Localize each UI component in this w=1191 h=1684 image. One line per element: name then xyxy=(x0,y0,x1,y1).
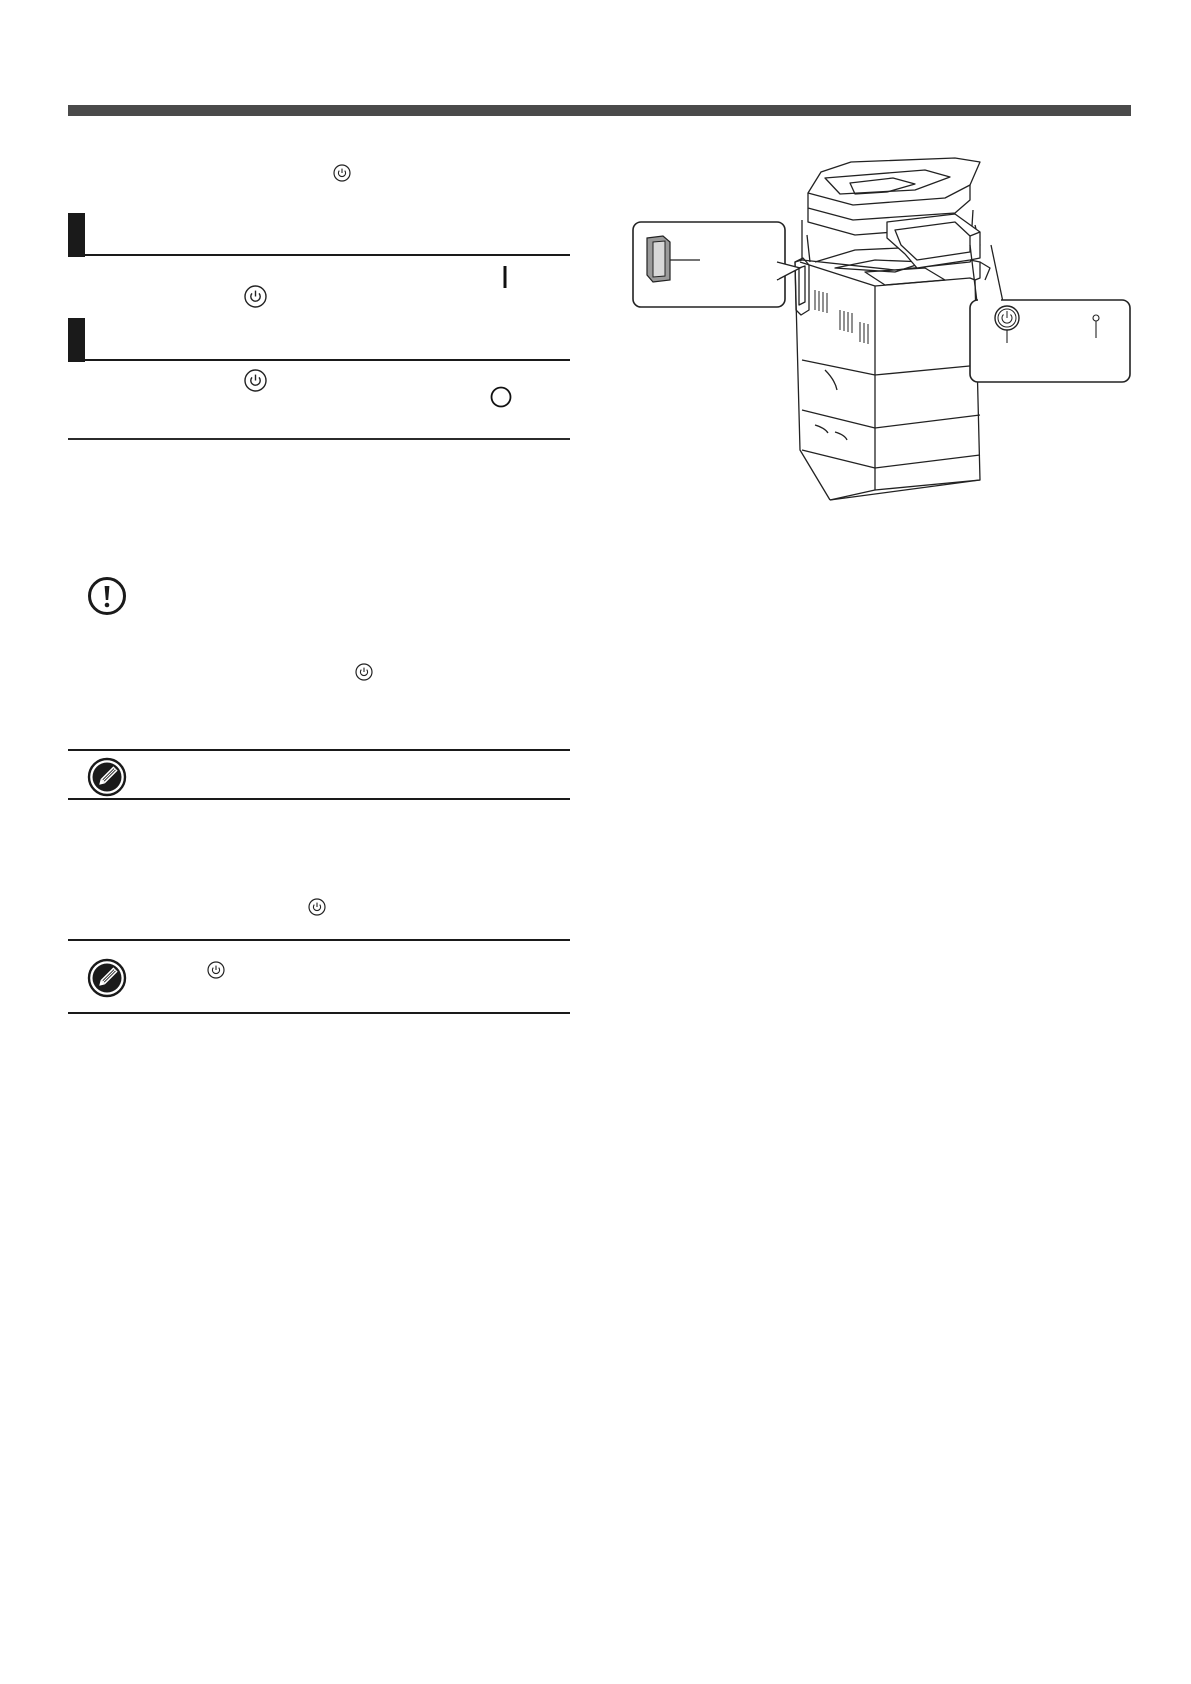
main-switch-off-symbol xyxy=(490,386,512,408)
power-symbol-icon xyxy=(244,369,267,392)
pencil-circle-icon xyxy=(87,958,127,998)
power-symbol-icon xyxy=(207,961,225,979)
power-symbol-icon xyxy=(244,285,267,308)
section-marker-power-on xyxy=(68,213,85,257)
main-switch-on-symbol xyxy=(503,266,507,288)
note-rule-top xyxy=(68,749,570,751)
header-bar xyxy=(68,105,1131,116)
section-end-rule xyxy=(68,438,570,440)
power-symbol-icon xyxy=(333,164,351,182)
note-rule-bottom xyxy=(68,798,570,800)
note-rule-bottom xyxy=(68,1012,570,1014)
power-symbol-icon xyxy=(355,663,373,681)
exclamation-circle-icon xyxy=(87,576,127,616)
note-rule-top xyxy=(68,939,570,941)
pencil-circle-icon xyxy=(87,757,127,797)
power-symbol-icon xyxy=(308,898,326,916)
printer-illustration xyxy=(625,150,1131,505)
section-rule-power-off xyxy=(68,359,570,361)
section-rule-power-on xyxy=(68,254,570,256)
section-marker-power-off xyxy=(68,318,85,362)
